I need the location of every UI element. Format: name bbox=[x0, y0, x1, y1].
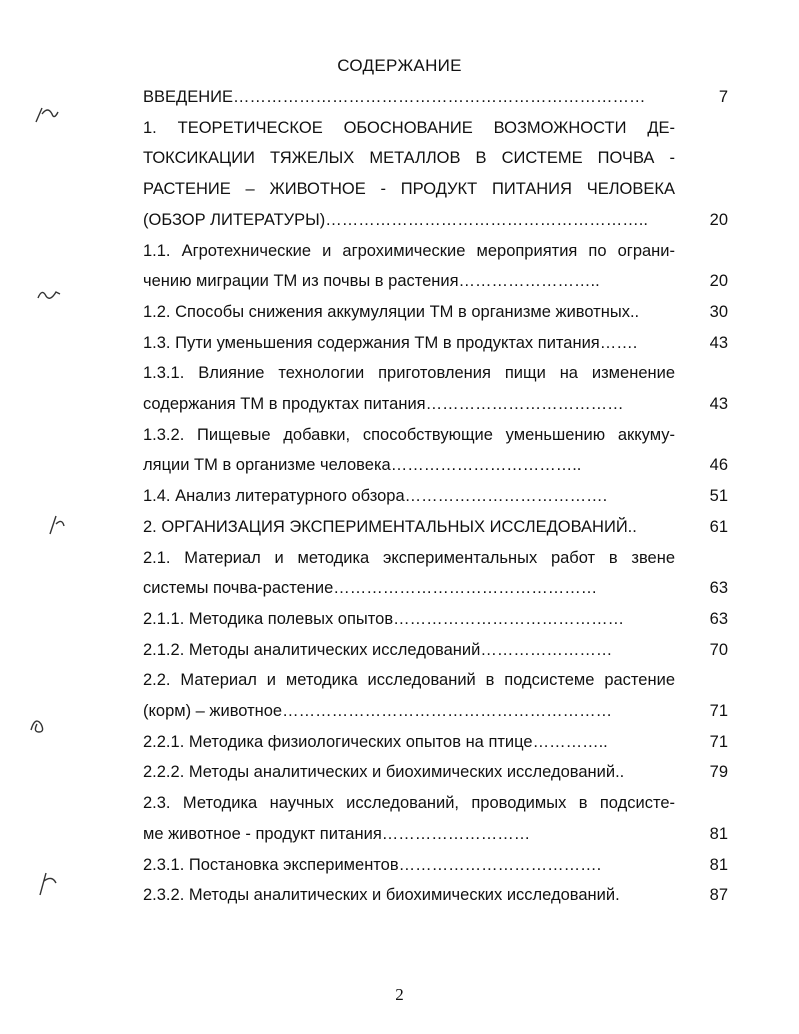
toc-entry-text: 1.4. Анализ литературного обзора………………………………. bbox=[143, 487, 608, 505]
toc-entry-page: 70 bbox=[709, 641, 728, 659]
toc-entry-page: 51 bbox=[709, 487, 728, 505]
toc-title: СОДЕРЖАНИЕ bbox=[337, 56, 462, 75]
toc-entry-page: 7 bbox=[718, 88, 728, 106]
page-number: 2 bbox=[395, 985, 404, 1004]
toc-entry-text: 2.3. Методика научных исследований, проводимых в подсисте- bbox=[143, 794, 675, 812]
toc-entry-text: 2.1.2. Методы аналитических исследований…………………… bbox=[143, 641, 613, 659]
toc-entry-text: 1.3. Пути уменьшения содержания ТМ в продуктах питания……. bbox=[143, 334, 638, 352]
toc-entry-text: 2.2. Материал и методика исследований в подсистеме растение bbox=[143, 671, 675, 689]
toc-entry-text: 1.2. Способы снижения аккумуляции ТМ в организме животных.. bbox=[143, 303, 640, 321]
toc-entry-page: 61 bbox=[709, 518, 728, 536]
toc-entry-page: 71 bbox=[709, 702, 728, 720]
toc-entry-text: 1.1. Агротехнические и агрохимические мероприятия по ограни- bbox=[143, 242, 675, 260]
toc-entry-text: 2.1. Материал и методика экспериментальных работ в звене bbox=[143, 549, 675, 567]
toc-entry-page: 43 bbox=[709, 395, 728, 413]
toc-entry-text: 2.2.2. Методы аналитических и биохимических исследований.. bbox=[143, 763, 625, 781]
margin-handwriting-mark bbox=[0, 95, 120, 155]
toc-entry-page: 46 bbox=[709, 456, 728, 474]
toc-entry-page: 79 bbox=[709, 763, 728, 781]
toc-entry-text: 2.3.2. Методы аналитических и биохимических исследований. bbox=[143, 886, 620, 904]
toc-entry-text: ме животное - продукт питания……………………… bbox=[143, 825, 531, 843]
toc-entry-text: ВВЕДЕНИЕ………………………………………………………………… bbox=[143, 88, 646, 106]
toc-entry-page: 81 bbox=[709, 856, 728, 874]
toc-entry-page: 20 bbox=[709, 211, 728, 229]
margin-handwriting-mark bbox=[0, 705, 120, 765]
toc-entry-page: 81 bbox=[709, 825, 728, 843]
toc-entry-text: чению миграции ТМ из почвы в растения…………………….. bbox=[143, 272, 600, 290]
margin-handwriting-mark bbox=[0, 275, 120, 335]
toc-entry-page: 71 bbox=[709, 733, 728, 751]
toc-entry-text: (корм) – животное…………………………………………………… bbox=[143, 702, 613, 720]
toc-entry-text: ляции ТМ в организме человека…………………………….. bbox=[143, 456, 582, 474]
toc-entry-text: 2.1.1. Методика полевых опытов…………………………………… bbox=[143, 610, 625, 628]
toc-entry-page: 20 bbox=[709, 272, 728, 290]
toc-entry-text: ТОКСИКАЦИИ ТЯЖЕЛЫХ МЕТАЛЛОВ В СИСТЕМЕ ПОЧВА - bbox=[143, 149, 675, 167]
toc-entry-text: системы почва-растение………………………………………… bbox=[143, 579, 598, 597]
toc-entry-text: (ОБЗОР ЛИТЕРАТУРЫ)………………………………………………….. bbox=[143, 211, 648, 229]
toc-entry-text: 1. ТЕОРЕТИЧЕСКОЕ ОБОСНОВАНИЕ ВОЗМОЖНОСТИ ДЕ- bbox=[143, 119, 675, 137]
toc-entry-page: 63 bbox=[709, 579, 728, 597]
toc-entry-page: 43 bbox=[709, 334, 728, 352]
toc-entry-text: 2.2.1. Методика физиологических опытов на птице………….. bbox=[143, 733, 608, 751]
toc-entry-page: 63 bbox=[709, 610, 728, 628]
margin-handwriting-mark bbox=[0, 860, 120, 920]
toc-entry-text: 2. ОРГАНИЗАЦИЯ ЭКСПЕРИМЕНТАЛЬНЫХ ИССЛЕДОВАНИЙ.. bbox=[143, 518, 637, 536]
toc-entry-text: содержания ТМ в продуктах питания……………………………… bbox=[143, 395, 624, 413]
toc-entry-text: 1.3.1. Влияние технологии приготовления пищи на изменение bbox=[143, 364, 675, 382]
margin-handwriting-mark bbox=[0, 505, 120, 565]
toc-entry-text: 1.3.2. Пищевые добавки, способствующие уменьшению аккуму- bbox=[143, 426, 675, 444]
toc-entry-page: 87 bbox=[709, 886, 728, 904]
toc-entry-text: 2.3.1. Постановка экспериментов………………………………. bbox=[143, 856, 602, 874]
toc-entry-text: РАСТЕНИЕ – ЖИВОТНОЕ - ПРОДУКТ ПИТАНИЯ ЧЕЛОВЕКА bbox=[143, 180, 675, 198]
toc-entry-page: 30 bbox=[709, 303, 728, 321]
